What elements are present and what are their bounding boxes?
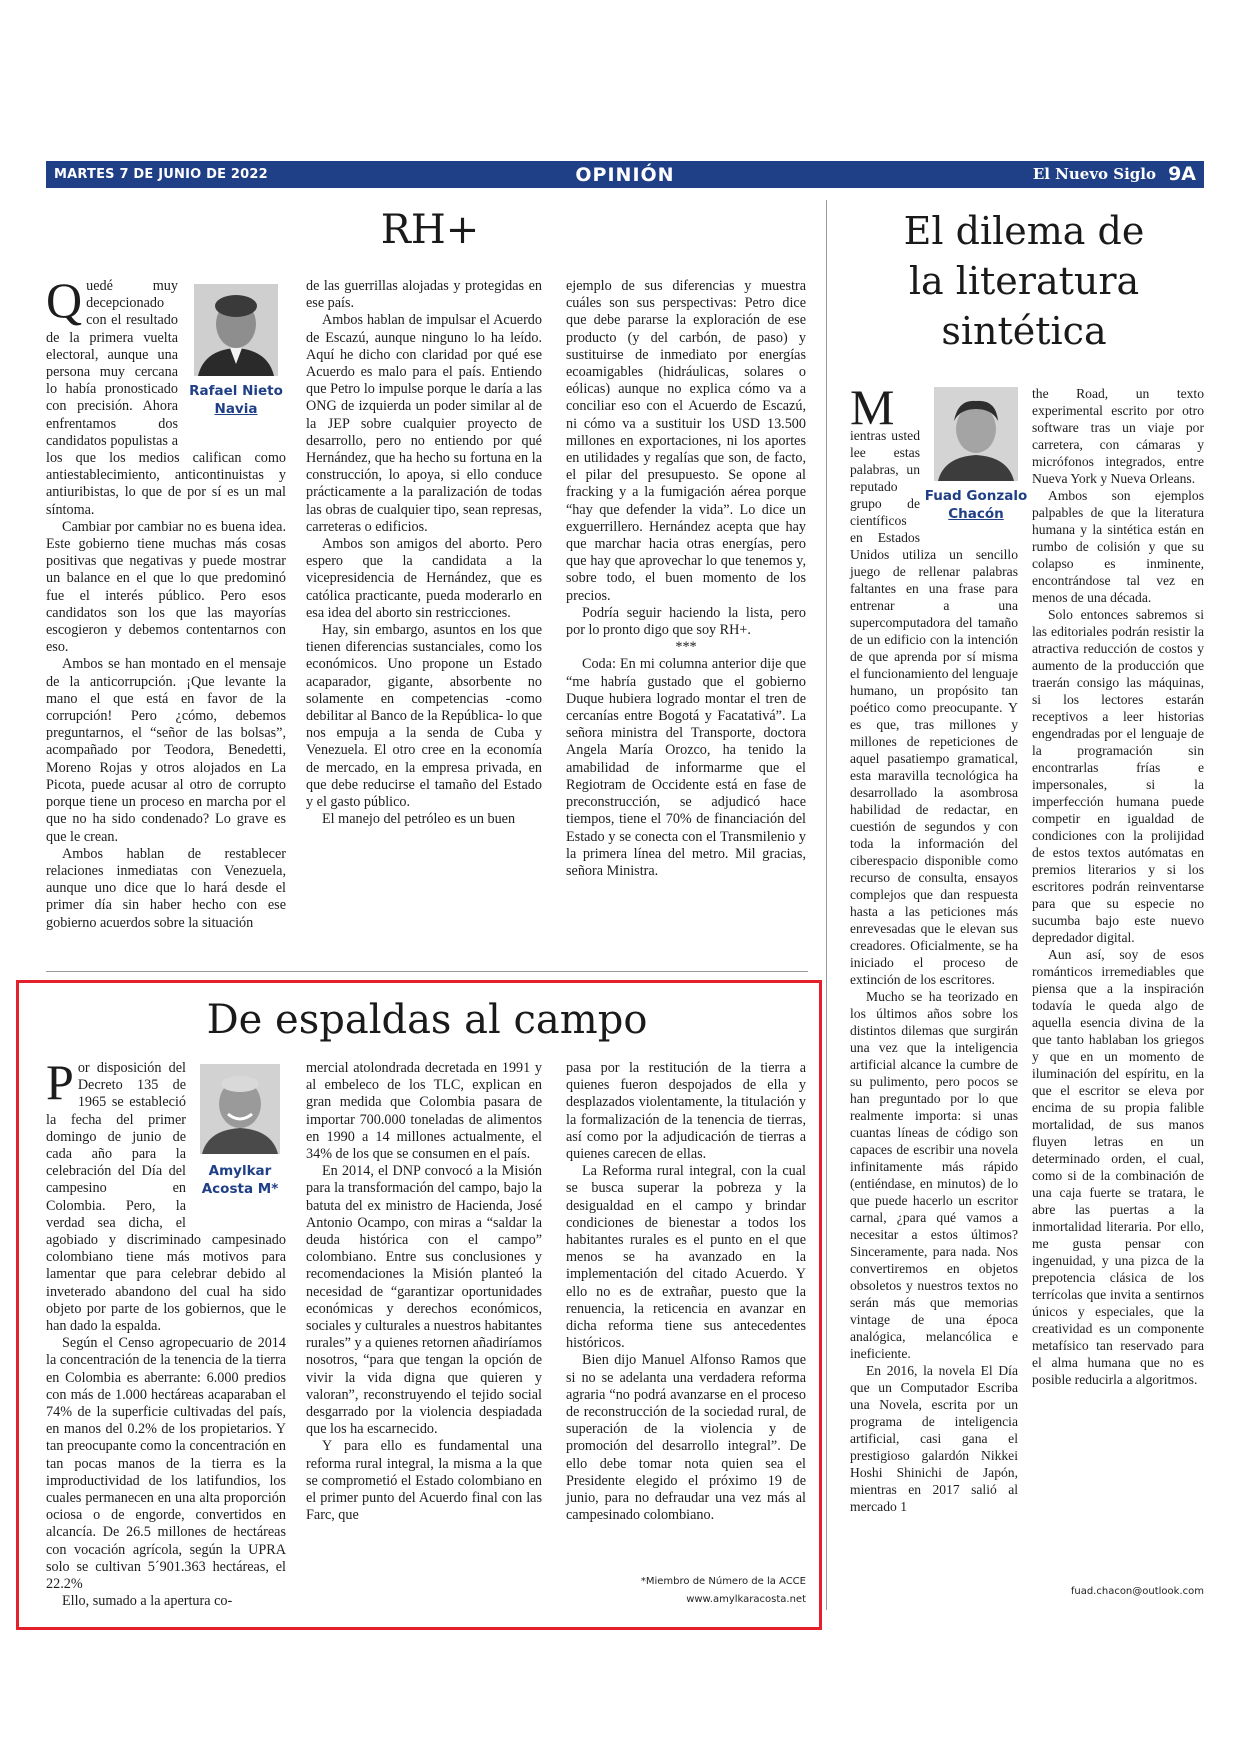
author-second-line: Chacón	[948, 506, 1004, 522]
paragraph: Aun así, soy de esos románticos irremediables que piensa que a la inspiración todavía le queda algo de aquella esencia divina de la que tanto hablaban los griegos y que en un momento de iluminación del espíritu, en la que el escritor se eleva por encima de su propia falible mortalidad, de sus manos fluyen letras en un determinado orden, el cual, como si de la combinación de una caja fuerte se tratara, le abre las puertas a la inmortalidad literaria. Por ello, me gusta pensar con ingenuidad, y una pizca de la prepotencia clásica de los terrícolas que invita a sentirnos únicos y especiales, que la creatividad es un componente metafísico tan reservado para el alma humana que no es posible reducirla a algoritmos.	[1032, 947, 1204, 1387]
paragraph: Según el Censo agropecuario de 2014 la concentración de la tenencia de la tierra en Colombia es aberrante: 6.000 predios con más de 1.000 hectáreas acaparaban el 74% de la superficie cultivadas del país, en manos del 0.2% de los propietarios. Y tan preocupante como la concentración en tan pocas manos de la tierra es la improductividad de los latifundios, los cuales permanecen en una alta proporción ociosa o de engorde, convertidos en alcancía. De 26.5 millones de hectáreas con vocación agrícola, según la UPRA solo se cultivan 5´901.363 hectáreas, el 22.2%	[46, 1335, 286, 1593]
article-campo-column-3	[566, 1060, 806, 1570]
paragraph-text: ientras usted lee estas palabras, un reputado grupo de científicos en Estados Unidos utiliza un sencillo juego de rellenar palabras faltantes en una frase para entrenar a una supercomputadora del tamaño de un edificio con la intención de que aprenda por sí misma el funcionamiento del lenguaje humano, un propósito tan poético como preocupante. Y es que, tras millones y millones de repeticiones de aquel pasatiempo gramatical, esta maravilla tecnológica ha desarrollado la asombrosa habilidad de redactar, en cuestión de segundos y con toda la información del ciberespacio disponible como recurso de consulta, ensayos complejos que dan respuesta hasta a las peticiones más enrevesadas que le elevan sus creadores. Oficialmente, se ha iniciado el proceso de extinción de los escritores.	[850, 428, 1018, 987]
paragraph: Mucho se ha teorizado en los últimos años sobre los distintos dilemas que surgirán una vez que la inteligencia artificial alcance la cumbre de su pulimento, pero pocos se han preguntado por lo que realmente importa: si unas cuantas líneas de código son capaces de escribir una novela infinitamente más rápido (entiéndase, en minutos) de lo que puede hacerlo un escritor carnal, ¿para qué vamos a necesitar a estos últimos? Sinceramente, para nada. Nos convertiremos en objetos obsoletos y nuestros textos no serán más que memorias vintage de una época analógica, melancólica e ineficiente.	[850, 989, 1018, 1361]
paragraph: Podría seguir haciendo la lista, pero por lo pronto digo que soy RH+.	[566, 604, 806, 639]
paragraph: En 2016, la novela El Día que un Computador Escriba una Novela, escrita por un programa de inteligencia artificial, casi gana el prestigioso galardón Nikkei Hoshi Shinichi de Japón, mientras en 2017 salió al mercado 1	[850, 1363, 1018, 1514]
title-line: El dilema de	[903, 209, 1145, 253]
author-photo-fuad-chacon	[934, 387, 1018, 481]
article-rh-column-2	[306, 278, 542, 920]
author-first-line: Amylkar	[208, 1163, 272, 1179]
article-lit-column-2	[1032, 385, 1204, 1580]
paragraph: Ambos son amigos del aborto. Pero espero que la candidata a la vicepresidencia de Hernández, que es católica practicante, pueda moderarlo en esa idea del aborto sin restricciones.	[306, 536, 542, 621]
author-portrait-box	[192, 1060, 288, 1212]
article-rh-column-3	[566, 278, 806, 920]
newspaper-logo: El Nuevo Siglo	[1032, 165, 1156, 183]
dropcap: P	[46, 1054, 74, 1110]
section-name: OPINIÓN	[575, 164, 675, 186]
article-lit-title	[840, 206, 1208, 356]
horizontal-divider	[46, 971, 808, 972]
title-line: sintética	[941, 309, 1107, 353]
author-second-line: Navia	[214, 401, 258, 417]
article-rh-title: RH+	[380, 207, 480, 253]
author-first-line: Fuad Gonzalo	[924, 488, 1028, 504]
paragraph: Ambos hablan de impulsar el Acuerdo de Escazú, aunque ninguno lo ha leído. Aquí he dicho con claridad por qué ese Acuerdo es malo para el país. Entiendo que Petro lo impulse porque le daría a las ONG de izquierda un poder similar al de la JEP sobre cualquier proyecto de desarrollo, pero no entiendo por qué Hernández, que ha hecho su fortuna en la construcción, lo apoya, si ello conduce prácticamente a la paralización de todas las obras de cualquier tipo, sean represas, carreteras o edificios.	[306, 312, 542, 535]
author-website[interactable]: www.amylkaracosta.net	[686, 1594, 806, 1605]
paragraph: La Reforma rural integral, con la cual se busca superar la pobreza y la desigualdad en el campo y brindar condiciones de bienestar a todos los habitantes rurales es el punto en el que menos se ha avanzado en la implementación del citado Acuerdo. Y ello no es de extrañar, puesto que la renuencia, la reticencia en avanzar en dicha reforma tiene sus antecedentes históricos.	[566, 1163, 806, 1352]
paragraph: En 2014, el DNP convocó a la Misión para la transformación del campo, bajo la batuta del ex ministro de Hacienda, José Antonio Ocampo, con miras a “saldar la deuda histórica con el campo” colombiano. Entre sus conclusiones y recomendaciones la Misión planteó la necesidad de “garantizar oportunidades económicas y derechos económicos, sociales y culturales a nuestros habitantes rurales” y a quienes retornen añadiríamos nosotros, “para que tengan la opción de vivir la vida digna que quieren y valoran”, reconstruyendo el tejido social desgarrado por la violencia despiadada que los ha escarnecido.	[306, 1163, 542, 1438]
author-photo-rafael-nieto	[194, 284, 278, 376]
paragraph: Y para ello es fundamental una reforma rural integral, la misma a la que se comprometió el Estado colombiano en el primer punto del Acuerdo final con las Farc, que	[306, 1438, 542, 1524]
author-portrait-box	[926, 385, 1026, 537]
author-name-amylkar-acosta	[192, 1162, 288, 1198]
paragraph: Ambos son ejemplos palpables de que la literatura humana y la sintética están en rumbo de colisión y que su colapso es inminente, encontrándose tal vez en menos de una década.	[1032, 488, 1204, 605]
paragraph-text: uedé muy decepcionado con el resultado de la primera vuelta electoral, aunque una persona muy cercana lo había pronosticado con precisión. Ahora enfrentamos dos candidatos populistas a los que los medios califican como antiestablecimiento, anticontinuistas y antiuribistas, lo que de por sí es un mal síntoma.	[46, 278, 286, 518]
paragraph: Solo entonces sabremos si las editoriales podrán resistir la atractiva reducción de costos y aumento de la producción que traerán consigo las máquinas, si los lectores estarán receptivos a leer historias engendradas por el lenguaje de la programación sin encontrarlas frías e impersonales, si la imperfección humana puede competir en igualdad de condiciones con la prolijidad de estos textos autómatas en premios literarios y si los escritores podrán reinventarse para que su especie no sucumba bajo este nuevo depredador digital.	[1032, 607, 1204, 945]
author-email[interactable]: fuad.chacon@outlook.com	[1070, 1586, 1204, 1597]
paragraph: Bien dijo Manuel Alfonso Ramos que si no se adelanta una verdadera reforma agraria “no podrá avanzarse en el proceso de reconstrucción de la sociedad rural, de superación de la violencia y de promoción del desarrollo integral”. De ello debe tomar nota quien sea el Presidente elegido el próximo 19 de junio, para no defraudar una vez más al campesinado colombiano.	[566, 1352, 806, 1524]
article-campo-column-2	[306, 1060, 542, 1606]
article-lit-column-1	[850, 379, 1028, 1607]
paragraph: El manejo del petróleo es un buen	[322, 811, 516, 828]
page-header-bar	[46, 161, 1204, 188]
section-separator: ***	[675, 639, 697, 656]
issue-date: MARTES 7 DE JUNIO DE 2022	[54, 167, 268, 182]
article-campo-column-1	[46, 1054, 286, 1610]
author-portrait-box	[184, 278, 288, 432]
paragraph: Coda: En mi columna anterior dije que “me habría gustado que el gobierno Duque hubiera logrado montar el tren de cercanías entre Bogotá y Facatativá”. La señora ministra del Transporte, doctora Angela María Orozco, ha tenido la amabilidad de informarme que el Regiotram de Occidente está en fase de preconstrucción, se adjudicó hace tiempos, tiene el 70% de financiación del Estado y se conecta con el Transmilenio y la primera línea del metro. Mil gracias, señora Ministra.	[566, 656, 806, 879]
paragraph: the Road, un texto experimental escrito por otro software tras un viaje por carretera, con cámaras y micrófonos integrados, entre Nueva York y Nueva Orleans.	[1032, 386, 1204, 486]
author-second-line: Acosta M*	[201, 1181, 279, 1197]
author-first-line: Rafael Nieto	[189, 383, 283, 399]
author-name-rafael-nieto	[184, 382, 288, 418]
paragraph: Ambos se han montado en el mensaje de la anticorrupción. ¡Que levante la mano el que está en favor de la corrupción! Pero ¿cómo, debemos preguntarnos, el “señor de las bolsas”, acompañado por Teodora, Benedetti, Moreno Rojas y otros alojados en La Picota, puede acusar al otro de corrupto porque tiene un proceso en marcha por el que no ha sido condenado? Lo grave es que le crean.	[46, 656, 286, 845]
paragraph: de las guerrillas alojadas y protegidas en ese país.	[306, 278, 542, 312]
author-photo-amylkar-acosta	[200, 1064, 280, 1154]
author-name-fuad-chacon	[918, 487, 1034, 523]
paragraph: ejemplo de sus diferencias y muestra cuáles son sus perspectivas: Petro dice que debe pararse la exploración de ese producto (y del carbón, de paso) y sustituirse de inmediato por energías ecoamigables (hidráulicas, solares o eólicas) aunque no explica cómo va a conciliar eso con el Acuerdo de Escazú, ni cómo va a sustituir los USD 13.500 millones en exportaciones, ni los aportes en utilidades y regalías que son, de facto, el pilar del presupuesto. Se opone al fracking y a la fumigación aérea porque “hay que defender la vida”. Lo dice un exguerrillero. Hernández acepta que hay que marchar hacia otras energías, pero que hay que aprovechar lo que tenemos y, sobre todo, el buen momento de los precios.	[566, 278, 806, 604]
paragraph: Hay, sin embargo, asuntos en los que tienen diferencias sustanciales, como los económicos. Uno propone un Estado acaparador, gigante, absorbente no solamente en competencias -como debilitar al Banco de la República- lo que nos empuja a la senda de Cuba y Venezuela. El otro cree en la economía de mercado, en la empresa privada, en que debe reducirse el tamaño del Estado y el gasto público.	[306, 622, 542, 811]
page-number: 9A	[1168, 163, 1196, 185]
title-line: la literatura	[908, 259, 1140, 303]
paragraph: Ambos hablan de restablecer relaciones inmediatas con Venezuela, aunque uno dice que lo hará desde el primer día sin haber hecho con ese gobierno acuerdos sobre la situación	[46, 845, 286, 931]
author-footnote: *Miembro de Número de la ACCE	[640, 1576, 806, 1587]
paragraph: Cambiar por cambiar no es buena idea. Este gobierno tiene muchas más cosas positivas que negativas y puede mostrar un balance en el que lo que predominó fue el interés público. Pero esos candidatos son los que las mayorías escogieron y debemos contentarnos con eso.	[46, 518, 286, 656]
article-rh-column-1	[46, 272, 286, 931]
article-campo-title: De espaldas al campo	[206, 997, 648, 1043]
paragraph-text: or disposición del Decreto 135 de 1965 se estableció la fecha del primer domingo de junio de cada año para la celebración del Día del campesino en Colombia. Pero, la verdad sea dicha, el agobiado y discriminado campesinado colombiano tiene más motivos para lamentar que para celebrar debido al inveterado abandono del cual ha sido objeto por parte de los gobiernos, que le han dado la espalda.	[46, 1060, 286, 1335]
paragraph: pasa por la restitución de la tierra a quienes fueron despojados de ella y desplazados violentamente, la titulación y la formalización de la tenencia de tierras, así como por la adjudicación de tierras a quienes carecen de ellas.	[566, 1060, 806, 1163]
paragraph: mercial atolondrada decretada en 1991 y al embeleco de los TLC, explican en gran medida que Colombia pasara de importar 700.000 toneladas de alimentos en 1990 a 14 millones actualmente, el 34% de los que se consumen en el país.	[306, 1060, 542, 1163]
dropcap: M	[850, 379, 895, 435]
dropcap: Q	[46, 272, 83, 328]
paragraph: Ello, sumado a la apertura co-	[62, 1593, 233, 1610]
vertical-divider	[826, 200, 827, 1610]
